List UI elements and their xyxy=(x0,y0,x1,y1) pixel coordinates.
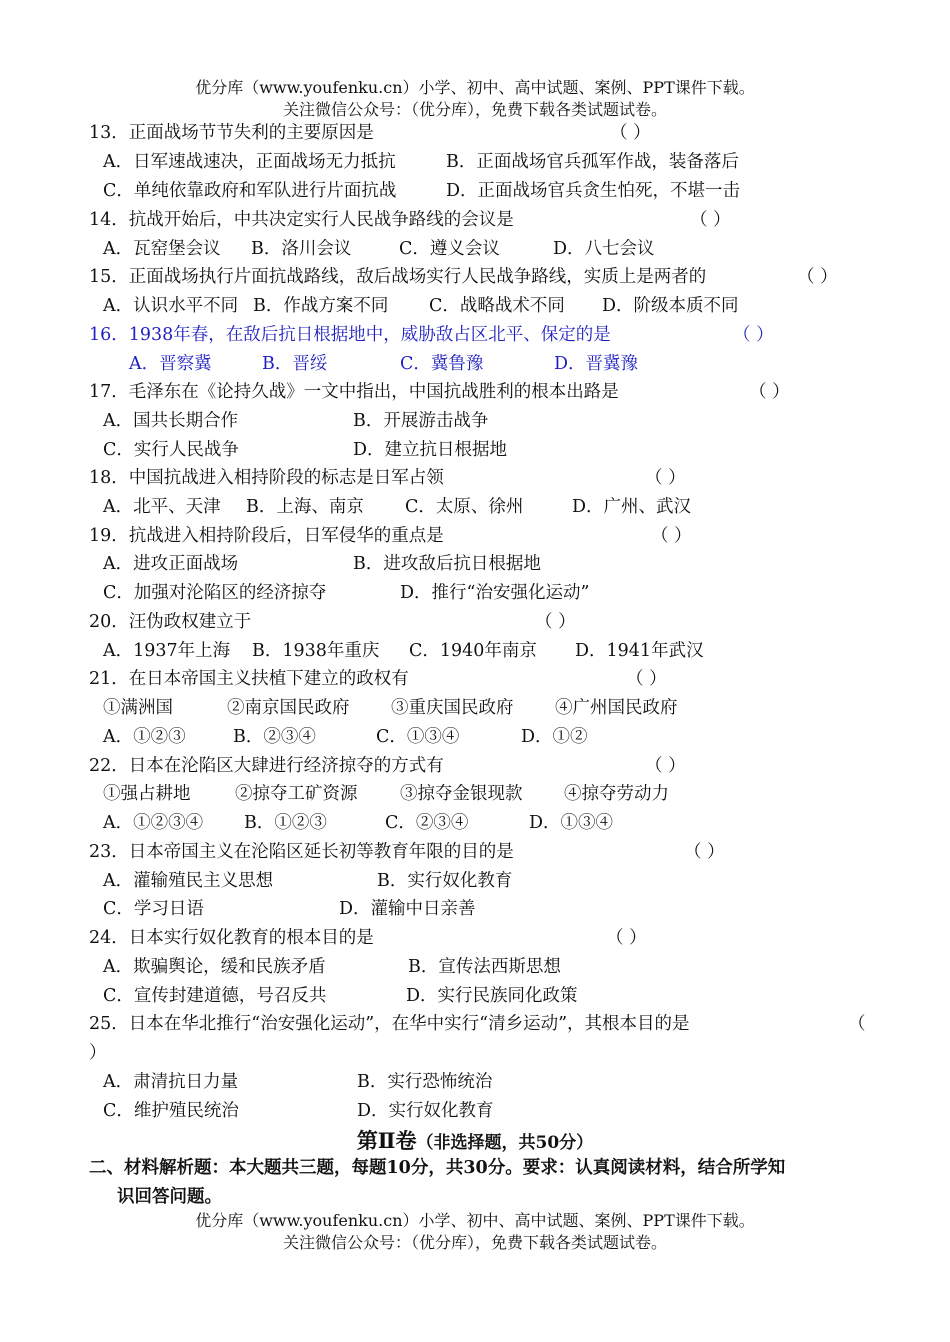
part-2-heading xyxy=(0,1125,950,1155)
option-d: D．阶级本质不同 xyxy=(602,296,739,316)
question-stem: 19．抗战进入相持阶段后，日军侵华的重点是 xyxy=(89,526,444,546)
item-3: ③掠夺金银现款 xyxy=(400,784,523,804)
option-b: B．洛川会议 xyxy=(251,239,352,259)
option-a: A．国共长期合作 xyxy=(103,411,239,431)
option-a: A．认识水平不同 xyxy=(103,296,239,316)
question-stem: 13．正面战场节节失利的主要原因是 xyxy=(89,123,374,143)
option-c: C．①③④ xyxy=(376,727,460,747)
option-c: C．学习日语 xyxy=(103,899,204,919)
answer-paren: （ ） xyxy=(626,669,667,689)
answer-paren: （ ） xyxy=(733,325,774,345)
option-a: A．日军速战速决，正面战场无力抵抗 xyxy=(103,152,396,172)
option-b: B．实行奴化教育 xyxy=(377,871,513,891)
option-a: A．北平、天津 xyxy=(103,497,221,517)
item-1: ①强占耕地 xyxy=(103,784,191,804)
option-a: A．进攻正面战场 xyxy=(103,554,239,574)
option-b: B．开展游击战争 xyxy=(353,411,489,431)
header-line-1: 优分库（www.youfenku.cn）小学、初中、高中试题、案例、PPT课件下载。 xyxy=(195,78,755,97)
option-b: B．作战方案不同 xyxy=(253,296,389,316)
option-c: C．单纯依靠政府和军队进行片面抗战 xyxy=(103,181,397,201)
question-stem: 22．日本在沦陷区大肆进行经济掠夺的方式有 xyxy=(89,756,444,776)
option-d: D．1941年武汉 xyxy=(575,641,704,661)
option-b: B．晋绥 xyxy=(262,354,328,374)
answer-paren: （ ） xyxy=(797,267,838,287)
option-a: A．①②③ xyxy=(103,727,186,747)
question-stem: 21．在日本帝国主义扶植下建立的政权有 xyxy=(89,669,409,689)
option-c: C．维护殖民统治 xyxy=(103,1101,239,1121)
question-stem: 20．汪伪政权建立于 xyxy=(89,612,252,632)
item-1: ①满洲国 xyxy=(103,698,173,718)
option-a: A．灌输殖民主义思想 xyxy=(103,871,274,891)
question-stem: 15．正面战场执行片面抗战路线，敌后战场实行人民战争路线，实质上是两者的 xyxy=(89,267,707,287)
answer-paren: （ ） xyxy=(535,612,576,632)
option-c: C．实行人民战争 xyxy=(103,440,239,460)
option-c: C．遵义会议 xyxy=(399,239,500,259)
option-d: D．晋冀豫 xyxy=(554,354,639,374)
answer-paren: （ ） xyxy=(651,526,692,546)
answer-paren: （ ） xyxy=(645,756,686,776)
option-c: C．太原、徐州 xyxy=(405,497,524,517)
part-2-subtitle: （非选择题，共50分） xyxy=(416,1133,594,1153)
option-a: A．瓦窑堡会议 xyxy=(103,239,221,259)
answer-paren: （ ） xyxy=(610,123,651,143)
option-d: D．八七会议 xyxy=(553,239,655,259)
option-d: D．建立抗日根据地 xyxy=(353,440,508,460)
item-2: ②南京国民政府 xyxy=(227,698,350,718)
question-stem: 25．日本在华北推行“治安强化运动”，在华中实行“清乡运动”，其根本目的是 xyxy=(89,1014,690,1034)
option-b: B．1938年重庆 xyxy=(252,641,380,661)
question-stem: 23．日本帝国主义在沦陷区延长初等教育年限的目的是 xyxy=(89,842,514,862)
option-d: D．推行“治安强化运动” xyxy=(400,583,590,603)
option-d: D．①② xyxy=(521,727,588,747)
option-b: B．进攻敌后抗日根据地 xyxy=(353,554,541,574)
option-d: D．广州、武汉 xyxy=(572,497,692,517)
question-stem: 16．1938年春，在敌后抗日根据地中，威胁敌占区北平、保定的是 xyxy=(89,325,611,345)
option-c: C．1940年南京 xyxy=(409,641,537,661)
option-c: C．战略战术不同 xyxy=(429,296,565,316)
answer-paren-open: （ xyxy=(848,1014,866,1034)
footer-line-2: 关注微信公众号：（优分库），免费下载各类试题试卷。 xyxy=(282,1233,667,1252)
answer-paren: （ ） xyxy=(749,382,790,402)
answer-paren: （ ） xyxy=(645,468,686,488)
option-d: D．实行奴化教育 xyxy=(357,1101,494,1121)
option-d: D．实行民族同化政策 xyxy=(406,986,578,1006)
answer-paren-close: ） xyxy=(89,1043,107,1063)
option-a: A．晋察冀 xyxy=(129,354,212,374)
question-stem: 17．毛泽东在《论持久战》一文中指出，中国抗战胜利的根本出路是 xyxy=(89,382,619,402)
item-2: ②掠夺工矿资源 xyxy=(235,784,358,804)
option-d: D．正面战场官兵贪生怕死，不堪一击 xyxy=(446,181,741,201)
header-line-2: 关注微信公众号：（优分库），免费下载各类试题试卷。 xyxy=(282,100,667,119)
option-a: A．欺骗舆论，缓和民族矛盾 xyxy=(103,957,326,977)
option-b: B．实行恐怖统治 xyxy=(357,1072,493,1092)
section-2-instructions-line-1: 二、材料解析题：本大题共三题，每题10分，共30分。要求：认真阅读材料，结合所学知 xyxy=(89,1158,786,1178)
answer-paren: （ ） xyxy=(690,210,731,230)
option-b: B．②③④ xyxy=(233,727,316,747)
option-b: B．正面战场官兵孤军作战，装备落后 xyxy=(446,152,739,172)
answer-paren: （ ） xyxy=(606,928,647,948)
option-b: B．①②③ xyxy=(244,813,327,833)
option-c: C．冀鲁豫 xyxy=(400,354,484,374)
option-b: B．上海、南京 xyxy=(246,497,364,517)
section-2-instructions-line-2: 识回答问题。 xyxy=(117,1187,222,1207)
option-d: D．灌输中日亲善 xyxy=(339,899,476,919)
option-b: B．宣传法西斯思想 xyxy=(408,957,561,977)
question-stem: 24．日本实行奴化教育的根本目的是 xyxy=(89,928,374,948)
question-stem: 18．中国抗战进入相持阶段的标志是日军占领 xyxy=(89,468,444,488)
option-a: A．1937年上海 xyxy=(103,641,231,661)
answer-paren: （ ） xyxy=(684,842,725,862)
item-4: ④掠夺劳动力 xyxy=(564,784,669,804)
option-c: C．加强对沦陷区的经济掠夺 xyxy=(103,583,327,603)
option-c: C．宣传封建道德，号召反共 xyxy=(103,986,327,1006)
item-3: ③重庆国民政府 xyxy=(391,698,514,718)
option-d: D．①③④ xyxy=(529,813,614,833)
option-a: A．①②③④ xyxy=(103,813,204,833)
option-c: C．②③④ xyxy=(385,813,469,833)
item-4: ④广州国民政府 xyxy=(555,698,678,718)
footer-line-1: 优分库（www.youfenku.cn）小学、初中、高中试题、案例、PPT课件下载。 xyxy=(195,1211,755,1230)
question-stem: 14．抗战开始后，中共决定实行人民战争路线的会议是 xyxy=(89,210,514,230)
part-2-title: 第Ⅱ卷 xyxy=(356,1128,417,1153)
option-a: A．肃清抗日力量 xyxy=(103,1072,239,1092)
